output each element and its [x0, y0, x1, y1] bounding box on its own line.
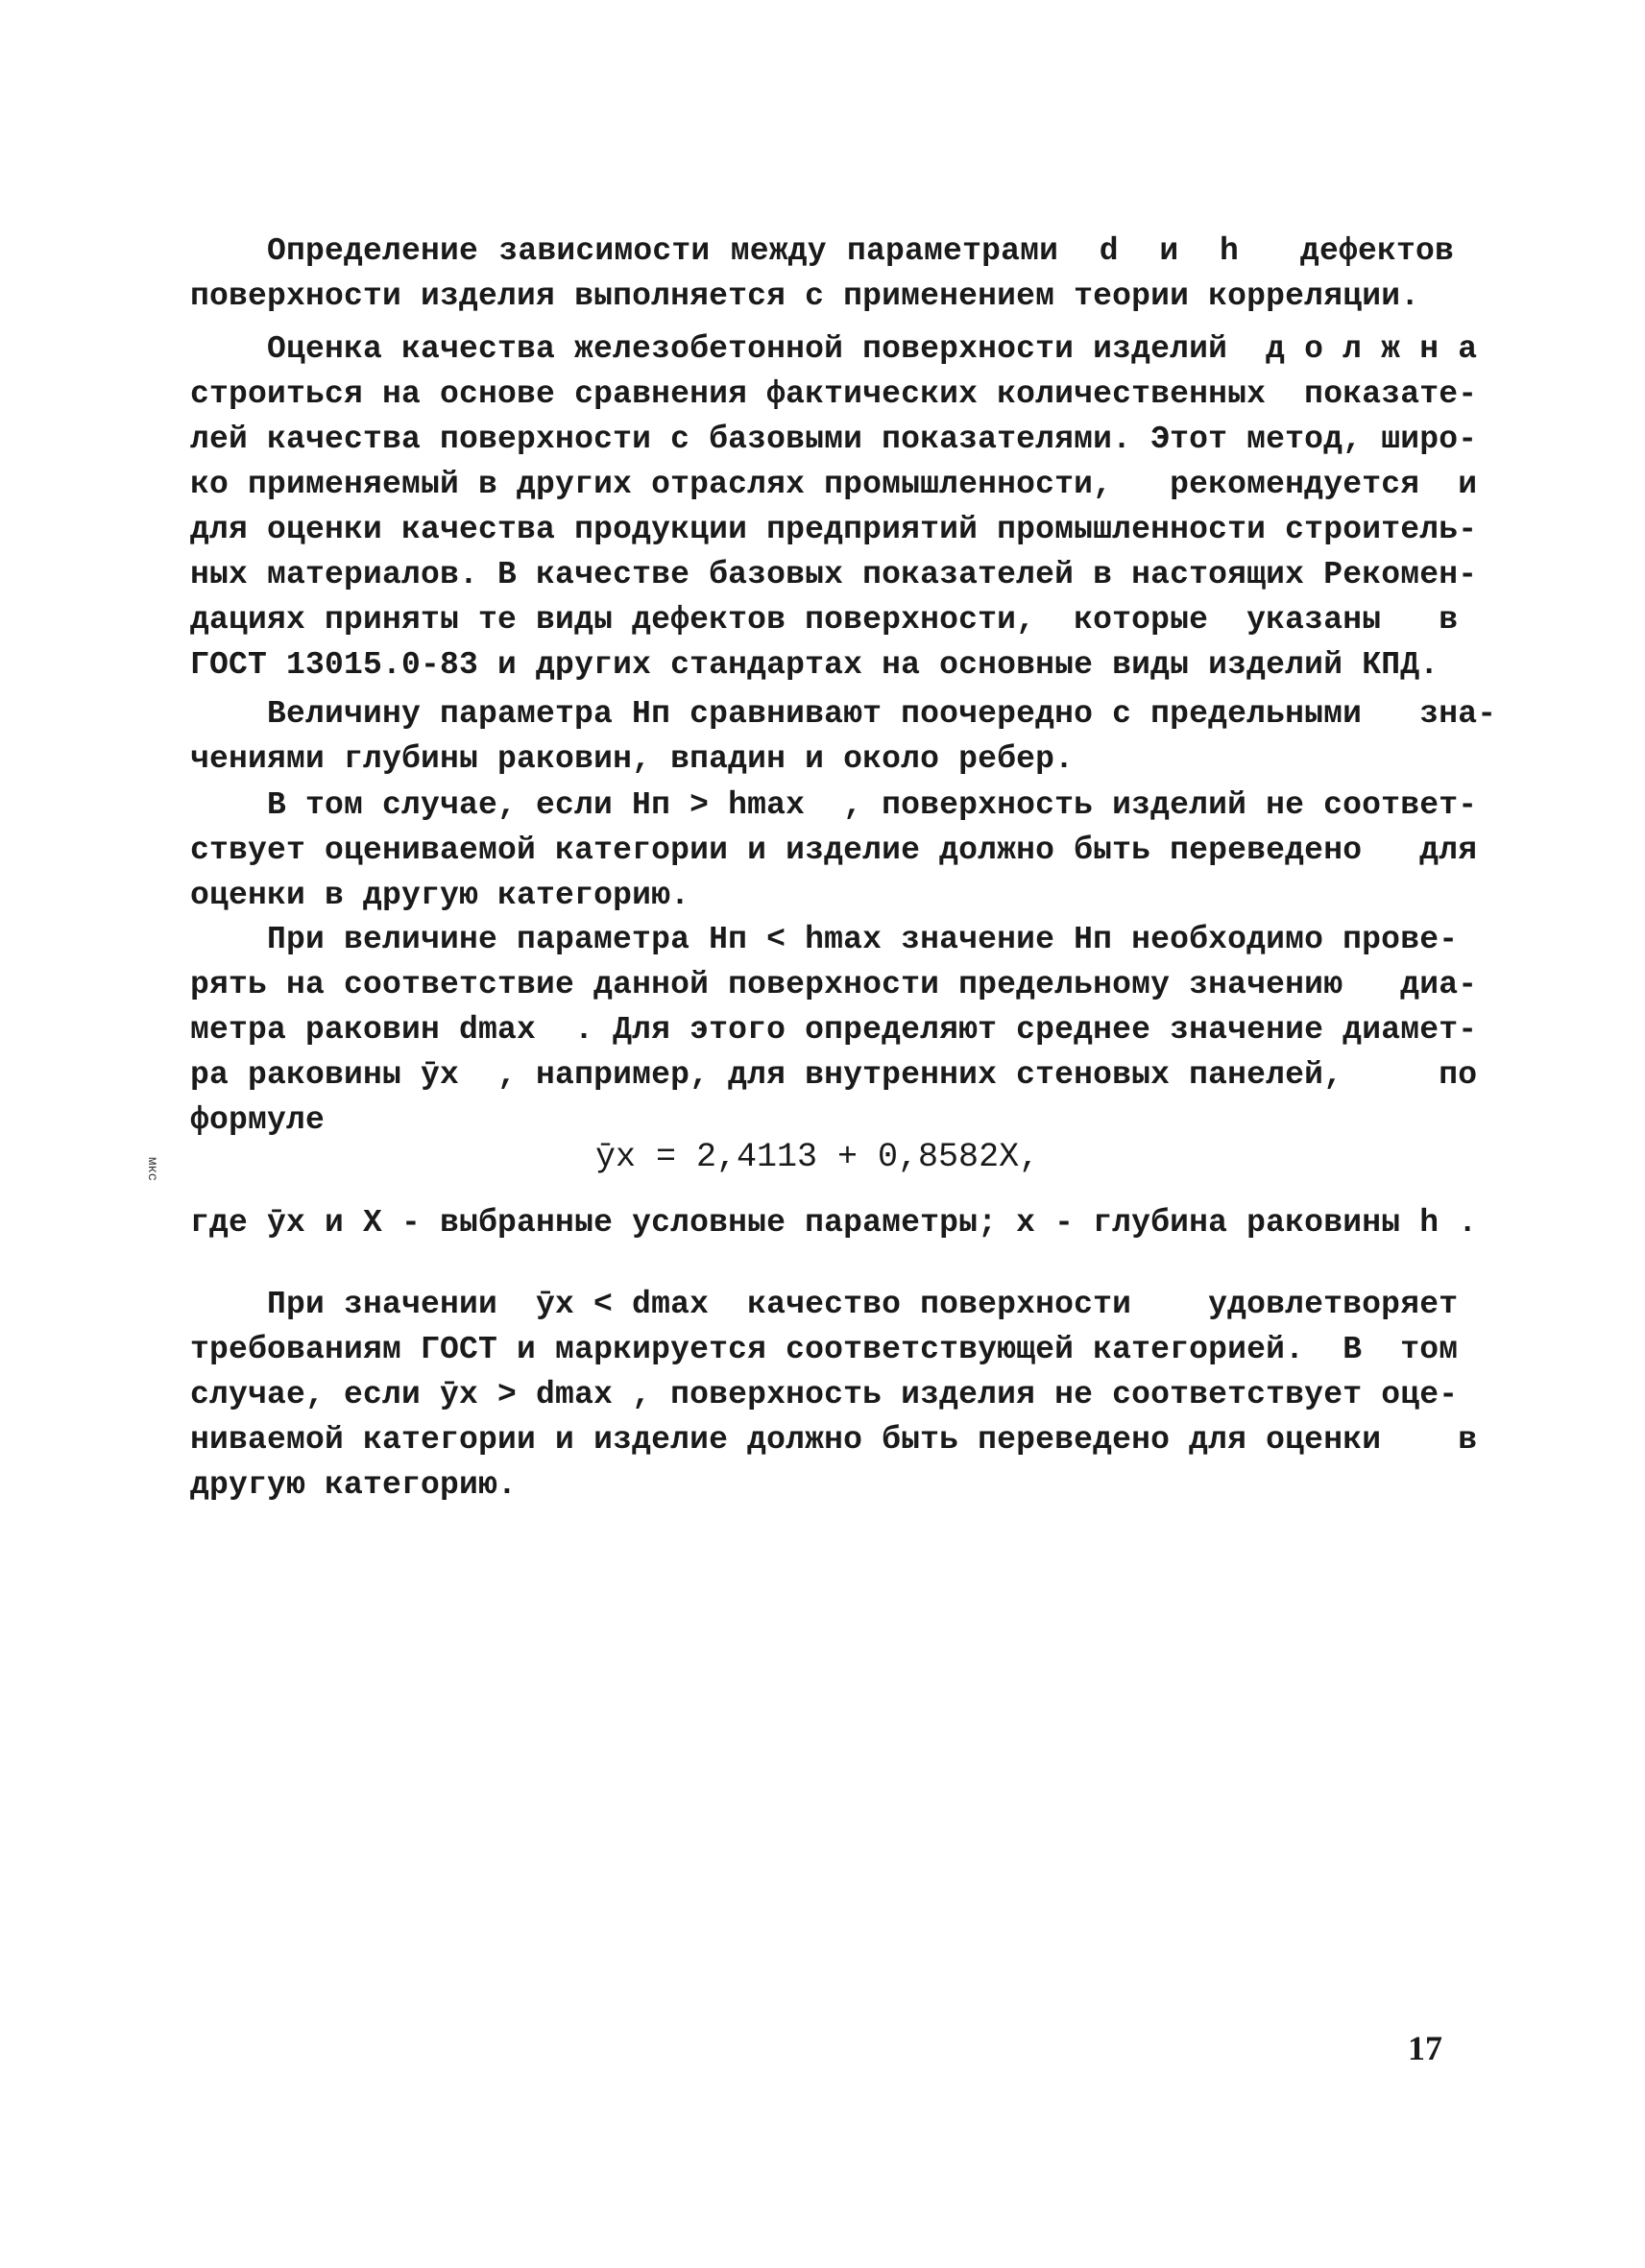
text-line: ГОСТ 13015.0-83 и других стандартах на основные виды изделий КПД. [190, 647, 1439, 683]
paragraph-5 [190, 917, 1478, 1143]
text-line: При величине параметра Нп < hmax значение Нп необходимо прове- [267, 922, 1459, 957]
text-line: ствует оцениваемой категории и изделие должно быть переведено для [190, 832, 1478, 868]
text-line: При значении ȳx < dmax качество поверхности удовлетворяет [267, 1287, 1459, 1322]
text-line: ниваемой категории и изделие должно быть переведено для оценки в [190, 1422, 1478, 1458]
text-line: Определение зависимости между параметрами d и h дефектов [267, 233, 1454, 269]
text-line: рять на соответствие данной поверхности предельному значению диа- [190, 967, 1478, 1002]
text-line: ра раковины ȳx , например, для внутренних стеновых панелей, по [190, 1057, 1478, 1093]
text-line: ко применяемый в других отраслях промышленности, рекомендуется и [190, 467, 1478, 502]
text-line: поверхности изделия выполняется с применением теории корреляции. [190, 278, 1420, 314]
text-line: оценки в другую категорию. [190, 878, 690, 913]
page-number: 17 [1408, 2029, 1442, 2067]
margin-mark: мкс [144, 1157, 159, 1182]
text-line: лей качества поверхности с базовыми показателями. Этот метод, широ- [190, 422, 1478, 457]
text-line: метра раковин dmax . Для этого определяют среднее значение диамет- [190, 1012, 1478, 1048]
text-line: Оценка качества железобетонной поверхности изделий д о л ж н а [267, 331, 1478, 367]
paragraph-1 [190, 229, 1454, 319]
text-line: где ȳx и Х - выбранные условные параметры; х - глубина раковины h . [190, 1205, 1478, 1241]
text-line: чениями глубины раковин, впадин и около ребер. [190, 741, 1075, 777]
text-line: В том случае, если Нп > hmax , поверхность изделий не соответ- [267, 787, 1478, 823]
paragraph-6 [190, 1200, 1478, 1245]
paragraph-7 [190, 1282, 1478, 1508]
text-line: формуле [190, 1102, 326, 1138]
text-line: требованиям ГОСТ и маркируется соответствующей категорией. В том [190, 1332, 1459, 1367]
text-line: другую категорию. [190, 1467, 518, 1503]
text-line: дациях приняты те виды дефектов поверхности, которые указаны в [190, 602, 1459, 638]
text-line: для оценки качества продукции предприятий промышленности строитель- [190, 512, 1478, 547]
formula: ȳx = 2,4113 + 0,8582Х, [595, 1138, 1040, 1176]
text-line: ных материалов. В качестве базовых показателей в настоящих Рекомен- [190, 557, 1478, 592]
paragraph-4 [190, 783, 1478, 918]
text-line: Величину параметра Нп сравнивают поочередно с предельными зна- [267, 696, 1497, 732]
text-line: строиться на основе сравнения фактических количественных показате- [190, 376, 1478, 412]
paragraph-2 [190, 326, 1478, 688]
text-line: случае, если ȳx > dmax , поверхность изделия не соответствует оце- [190, 1377, 1459, 1412]
paragraph-3 [190, 691, 1497, 782]
